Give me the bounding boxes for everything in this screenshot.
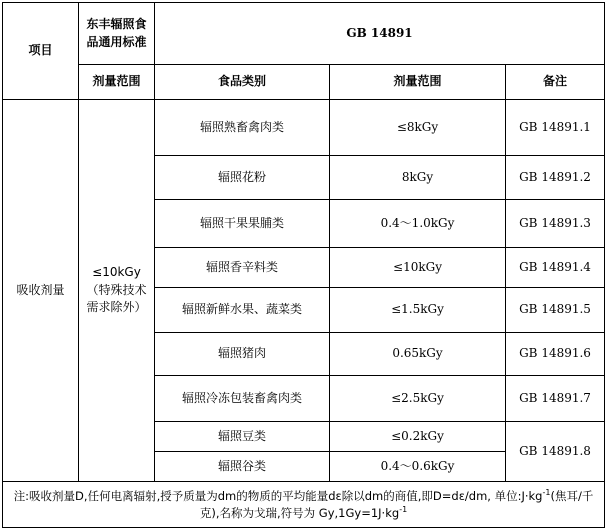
remark-cell: GB 14891.6 (506, 333, 605, 376)
food-category-cell: 辐照花粉 (155, 156, 330, 200)
remark-cell: GB 14891.2 (506, 156, 605, 200)
note-row (3, 482, 605, 528)
header-remark: 备注 (506, 65, 605, 100)
header-dose-range-left: 剂量范围 (79, 65, 155, 100)
food-category-cell: 辐照熟畜禽肉类 (155, 100, 330, 156)
header-gb-standard: GB 14891 (155, 3, 605, 65)
dose-cell: 0.4～0.6kGy (330, 452, 506, 482)
header-item: 项目 (3, 3, 79, 100)
food-category-cell: 辐照干果果脯类 (155, 200, 330, 248)
dose-cell: ≤1.5kGy (330, 288, 506, 333)
header-food-category: 食品类别 (155, 65, 330, 100)
dongfeng-dose-value: ≤10kGy (92, 265, 141, 280)
footnote-part1: 注:吸收剂量D,任何电离辐射,授予质量为dm的物质的平均能量dε除以dm的商值,即D=dε/dm, 单位:J·kg (13, 488, 543, 503)
dose-cell: 8kGy (330, 156, 506, 200)
header-dongfeng-standard (79, 3, 155, 65)
remark-cell: GB 14891.5 (506, 288, 605, 333)
header-row-1 (3, 3, 605, 65)
dongfeng-dose-note: （特殊技术需求除外） (86, 282, 147, 315)
remark-cell: GB 14891.3 (506, 200, 605, 248)
remark-cell: GB 14891.1 (506, 100, 605, 156)
header-dose-range: 剂量范围 (330, 65, 506, 100)
dose-cell: 0.4～1.0kGy (330, 200, 506, 248)
food-category-cell: 辐照冷冻包装畜禽肉类 (155, 376, 330, 422)
footnote (3, 482, 605, 528)
table-row (3, 100, 605, 156)
irradiation-dose-table (2, 2, 605, 528)
header-dongfeng-standard-text: 东丰辐照食品通用标准 (86, 17, 147, 49)
food-category-cell: 辐照谷类 (155, 452, 330, 482)
header-row-2 (3, 65, 605, 100)
dose-cell: 0.65kGy (330, 333, 506, 376)
remark-cell: GB 14891.7 (506, 376, 605, 422)
footnote-exponent-1: -1 (542, 488, 551, 497)
dose-cell: ≤0.2kGy (330, 422, 506, 452)
dose-cell: ≤8kGy (330, 100, 506, 156)
dose-cell: ≤10kGy (330, 248, 506, 288)
remark-cell: GB 14891.4 (506, 248, 605, 288)
food-category-cell: 辐照香辛料类 (155, 248, 330, 288)
food-category-cell: 辐照新鲜水果、蔬菜类 (155, 288, 330, 333)
food-category-cell: 辐照猪肉 (155, 333, 330, 376)
dongfeng-dose-cell (79, 100, 155, 482)
footnote-exponent-2: -1 (399, 504, 408, 514)
food-category-cell: 辐照豆类 (155, 422, 330, 452)
remark-cell: GB 14891.8 (506, 422, 605, 482)
dose-cell: ≤2.5kGy (330, 376, 506, 422)
absorbed-dose-label: 吸收剂量 (3, 100, 79, 482)
footnote-part2: (焦耳/千克),名称为戈瑞,符号为 Gy,1Gy=1J·kg (199, 488, 594, 520)
